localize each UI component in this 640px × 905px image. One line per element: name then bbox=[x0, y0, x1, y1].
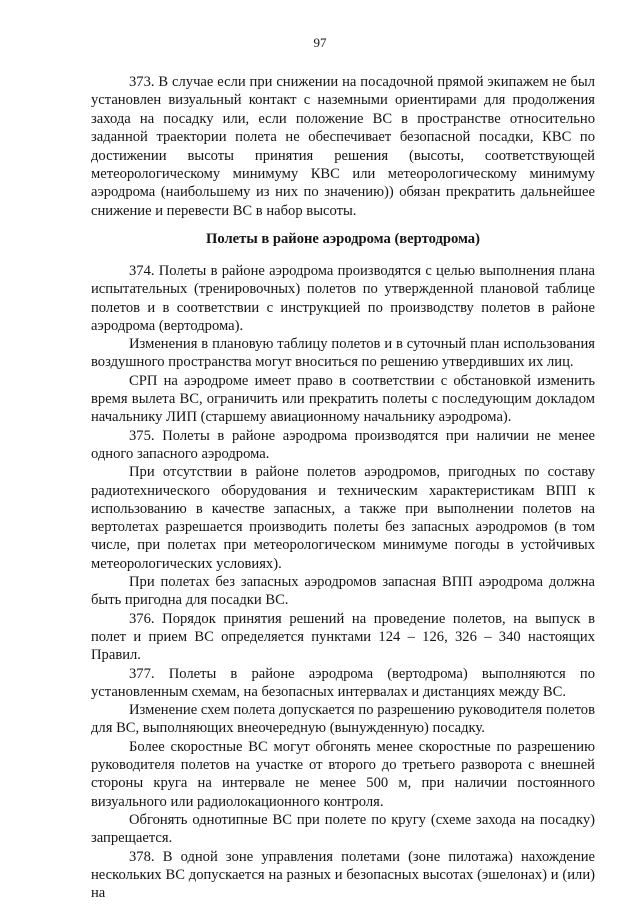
paragraph-374-srp-rights: СРП на аэродроме имеет право в соответствии с обстановкой изменить время вылета ВС, ограничить или прекратить полеты с последующим докладом начальнику ЛИП (старшему авиационному начальнику аэродрома). bbox=[91, 372, 595, 426]
paragraph-375: 375. Полеты в районе аэродрома производятся при наличии не менее одного запасного аэродрома. bbox=[91, 427, 595, 462]
paragraph-375-no-alternates: При отсутствии в районе полетов аэродромов, пригодных по составу радиотехнического оборудования и техническим характеристикам ВПП к использованию в качестве запасных, а также при выполнении полетов на вертолетах разрешается производить полеты без запасных аэродромов (в том числе, при полетах при метеорологическом минимуме погоды в устойчивых метеорологических условиях). bbox=[91, 464, 595, 572]
paragraph-374: 374. Полеты в районе аэродрома производятся с целью выполнения плана испытательных (тренировочных) полетов по утвержденной плановой таблице полетов и в соответствии с инструкцией по производству полетов в районе аэродрома (вертодрома). bbox=[91, 263, 595, 334]
paragraph-373: 373. В случае если при снижении на посадочной прямой экипажем не был установлен визуальный контакт с наземными ориентирами для продолжения захода на посадку или, если положение ВС в пространстве относительно заданной траектории полета не обеспечивает безопасной посадки, КВС по достижении высоты принятия решения (высоты, соответствующей метеорологическому минимуму КВС или метеорологическому минимуму аэродрома (наибольшему из них по значению)) обязан прекратить дальнейшее снижение и перевести ВС в набор высоты. bbox=[91, 74, 595, 219]
page-number: 97 bbox=[313, 35, 327, 50]
paragraph-375-alternate-runway: При полетах без запасных аэродромов запасная ВПП аэродрома должна быть пригодна для посадки ВС. bbox=[91, 574, 595, 609]
paragraph-377-overtaking: Более скоростные ВС могут обгонять менее скоростные по разрешению руководителя полетов на участке от второго до третьего разворота с внешней стороны круга на интервале не менее 500 м, при наличии постоянного визуального или радиолокационного контроля. bbox=[91, 738, 595, 810]
paragraph-374-plan-changes: Изменения в плановую таблицу полетов и в суточный план использования воздушного пространства могут вноситься по решению утвердивших их лиц. bbox=[91, 336, 595, 371]
section-heading: Полеты в районе аэродрома (вертодрома) bbox=[206, 231, 480, 247]
paragraph-377-scheme-changes: Изменение схем полета допускается по разрешению руководителя полетов для ВС, выполняющих внеочередную (вынужденную) посадку. bbox=[91, 702, 595, 737]
text-block-after-heading bbox=[91, 262, 595, 902]
paragraph-376: 376. Порядок принятия решений на проведение полетов, на выпуск в полет и прием ВС определяется пунктами 124 – 126, 326 – 340 настоящих Правил. bbox=[91, 610, 595, 664]
paragraph-377-overtaking-prohibited: Обгонять однотипные ВС при полете по кругу (схеме захода на посадку) запрещается. bbox=[91, 811, 595, 847]
paragraph-378: 378. В одной зоне управления полетами (зоне пилотажа) нахождение нескольких ВС допускается на разных и безопасных высотах (эшелонах) и (или) на bbox=[91, 848, 595, 902]
text-block-before-heading bbox=[91, 73, 595, 220]
paragraph-377: 377. Полеты в районе аэродрома (вертодрома) выполняются по установленным схемам, на безопасных интервалах и дистанциях между ВС. bbox=[91, 665, 595, 700]
